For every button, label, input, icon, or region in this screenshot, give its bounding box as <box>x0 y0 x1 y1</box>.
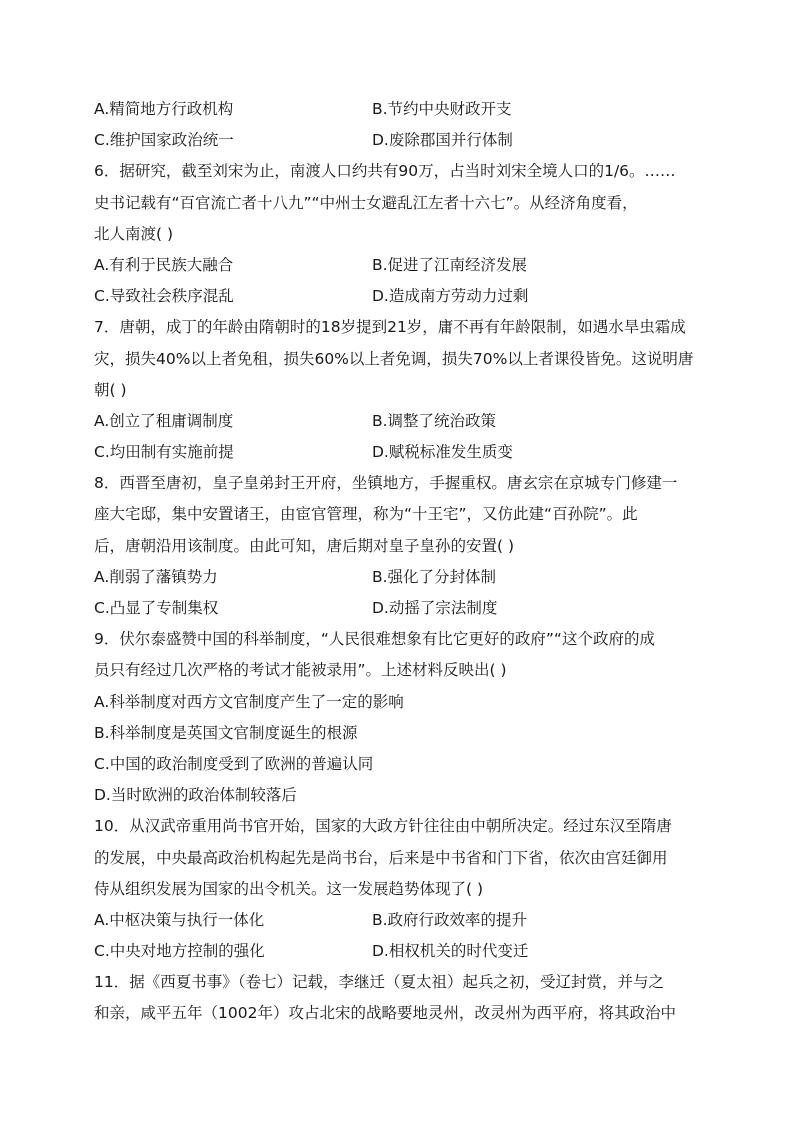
question-7 <box>94 312 700 468</box>
question-stem-line: 灾，损失40%以上者免租，损失60%以上者免调，损失70%以上者课役皆免。这说明唐 <box>94 349 694 368</box>
option-row <box>94 593 700 624</box>
question-10 <box>94 811 700 967</box>
option-row <box>94 94 700 125</box>
option-row <box>94 250 700 281</box>
option-a: A.创立了租庸调制度 <box>94 411 234 430</box>
option-a: A.削弱了藩镇势力 <box>94 567 218 586</box>
question-stem-line: 6．据研究，截至刘宋为止，南渡人口约共有90万，占当时刘宋全境人口的1/6。…… <box>94 162 676 181</box>
option-row <box>94 437 700 468</box>
question-9 <box>94 624 700 811</box>
option-a: A.中枢决策与执行一体化 <box>94 910 265 929</box>
question-stem-line: 10．从汉武帝重用尚书官开始，国家的大政方针往往由中朝所决定。经过东汉至隋唐 <box>94 817 672 836</box>
option-d: D.动摇了宗法制度 <box>372 599 498 617</box>
option-row <box>94 562 700 593</box>
option-row <box>94 936 700 967</box>
option-a: A.科举制度对西方文官制度产生了一定的影响 <box>94 692 404 711</box>
question-stem-line: 侍从组织发展为国家的出令机关。这一发展趋势体现了( ) <box>94 879 484 898</box>
option-a: A.有利于民族大融合 <box>94 255 234 274</box>
question-stem-line: 史书记载有“百官流亡者十八九”“中州士女避乱江左者十六七”。从经济角度看， <box>94 193 638 212</box>
question-stem-line: 朝( ) <box>94 380 127 399</box>
question-stem-line: 座大宅邸，集中安置诸王，由宦官管理，称为“十王宅”，又仿此建“百孙院”。此 <box>94 505 638 524</box>
question-6 <box>94 156 700 312</box>
option-c: C.中国的政治制度受到了欧洲的普遍认同 <box>94 754 374 773</box>
option-b: B.科举制度是英国文官制度诞生的根源 <box>94 723 358 742</box>
question-stem-line: 北人南渡( ) <box>94 224 174 243</box>
question-stem-line: 7．唐朝，成丁的年龄由隋朝时的18岁提到21岁，庸不再有年龄限制，如遇水旱虫霜成 <box>94 318 686 337</box>
question-stem-line: 9．伏尔泰盛赞中国的科举制度，“人民很难想象有比它更好的政府”“这个政府的成 <box>94 630 655 649</box>
option-row <box>94 905 700 936</box>
option-a: A.精简地方行政机构 <box>94 100 234 118</box>
option-row <box>94 281 700 312</box>
option-b: B.节约中央财政开支 <box>372 100 512 118</box>
option-c: C.中央对地方控制的强化 <box>94 942 265 961</box>
question-stem-line: 和亲，咸平五年（1002年）攻占北宋的战略要地灵州，改灵州为西平府，将其政治中 <box>94 1004 676 1023</box>
option-d: D.当时欧洲的政治体制较落后 <box>94 786 297 805</box>
option-b: B.强化了分封体制 <box>372 567 497 586</box>
option-d: D.造成南方劳动力过剩 <box>372 287 529 306</box>
question-stem-line: 的发展，中央最高政治机构起先是尚书台，后来是中书省和门下省，依次由宫廷御用 <box>94 848 668 867</box>
question-stem-line: 8．西晋至唐初，皇子皇弟封王开府，坐镇地方，手握重权。唐玄宗在京城专门修建一 <box>94 474 678 493</box>
option-d: D.赋税标准发生质变 <box>372 443 513 462</box>
option-c: C.维护国家政治统一 <box>94 131 234 150</box>
option-c: C.均田制有实施前提 <box>94 443 234 462</box>
question-stem-line: 员只有经过几次严格的考试才能被录用”。上述材料反映出( ) <box>94 661 507 680</box>
option-c: C.凸显了专制集权 <box>94 599 219 617</box>
option-c: C.导致社会秩序混乱 <box>94 287 234 306</box>
option-b: B.调整了统治政策 <box>372 411 497 430</box>
option-row <box>94 125 700 156</box>
option-d: D.相权机关的时代变迁 <box>372 942 529 961</box>
option-b: B.政府行政效率的提升 <box>372 910 528 929</box>
question-stem-line: 11．据《西夏书事》（卷七）记载，李继迁（夏太祖）起兵之初，受辽封赏，并与之 <box>94 973 664 992</box>
question-list <box>94 94 700 1030</box>
option-d: D.废除郡国并行体制 <box>372 131 513 150</box>
question-11 <box>94 967 700 1029</box>
question-stem-line: 后，唐朝沿用该制度。由此可知，唐后期对皇子皇孙的安置( ) <box>94 536 515 555</box>
option-row <box>94 406 700 437</box>
question-8 <box>94 468 700 624</box>
option-b: B.促进了江南经济发展 <box>372 255 528 274</box>
